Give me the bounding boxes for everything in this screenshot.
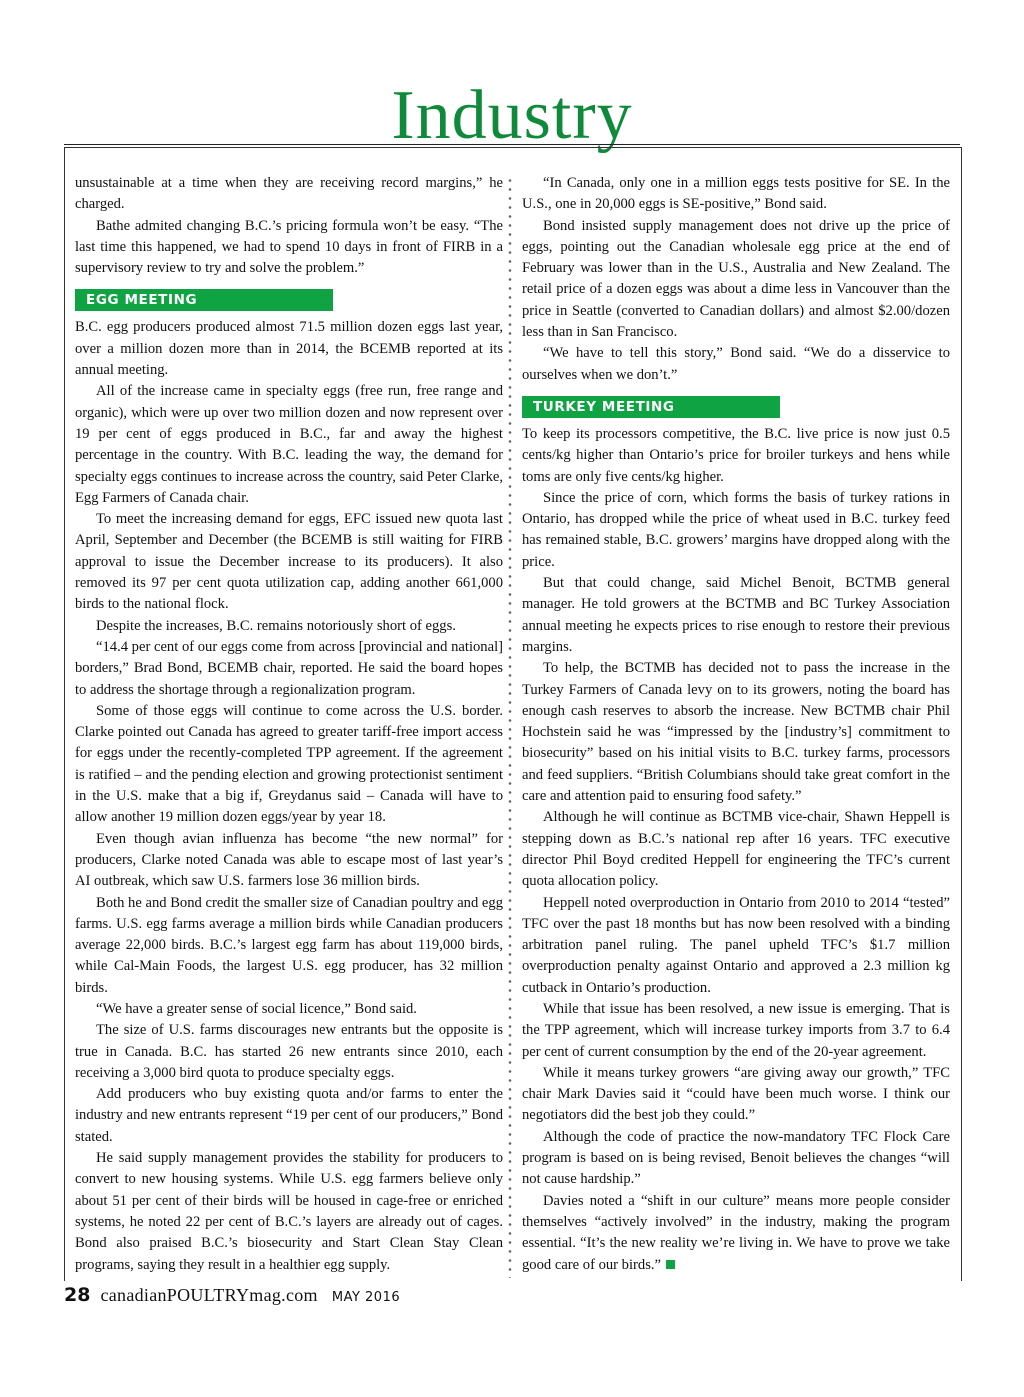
paragraph: Bathe admited changing B.C.’s pricing formula won’t be easy. “The last time this happened, we had to spend 10 days in front of FIRB in a supervisory review to try and solve the problem.” [75,217,503,277]
paragraph: The size of U.S. farms discourages new entrants but the opposite is true in Canada. B.C. has started 26 new entrants since 2010, each receiving a 3,000 bird quota to produce specialty eggs. [75,1022,503,1081]
paragraph: He said supply management provides the stability for producers to convert to new housing systems. While U.S. egg farmers believe only about 51 per cent of their birds will be housed in cage-free or enriched systems, he noted 22 per cent of B.C.’s layers are already out of cages. Bond also praised B.C.’s biosecurity and Start Clean Stay Clean programs, saying they result in a healthier egg supply. [75,1150,503,1273]
paragraph: “We have a greater sense of social licence,” Bond said. [96,1000,417,1017]
magazine-url: canadianPOULTRYmag.com [100,1285,318,1305]
paragraph: To keep its processors competitive, the B.C. live price is now just 0.5 cents/kg higher than Ontario’s price for broiler turkeys and hens while toms are only five cents/kg higher. [522,425,950,485]
section-title: Industry [391,77,633,154]
paragraph: While that issue has been resolved, a new issue is emerging. That is the TPP agreement, which will increase turkey imports from 3.7 to 6.4 per cent of current consumption by the end of the 20-year agreement. [522,1000,950,1060]
paragraph: But that could change, said Michel Benoit, BCTMB general manager. He told growers at the BCTMB and BC Turkey Association annual meeting he expects prices to rise enough to restore their previous margins. [522,575,950,655]
paragraph: unsustainable at a time when they are receiving record margins,” he charged. [75,175,503,213]
last-paragraph [522,1191,950,1276]
paragraph: Some of those eggs will continue to come across the U.S. border. Clarke pointed out Canada has agreed to greater tariff-free import access for eggs under the recently-completed TPP agreement. If the agreement is ratified – and the pending election and growing protectionist sentiment in the U.S. make that a big if, Greydanus said – Canada will have to allow another 19 million dozen eggs/year by year 18. [75,702,503,826]
paragraph: Despite the increases, B.C. remains notoriously short of eggs. [96,617,456,634]
subhead-egg-meeting: EGG MEETING [75,289,333,311]
page-number: 28 [64,1284,91,1306]
paragraph: While it means turkey growers “are giving away our growth,” TFC chair Mark Davies said it “could have been much worse. I think our negotiators did the best job they could.” [522,1064,950,1124]
paragraph: “In Canada, only one in a million eggs tests positive for SE. In the U.S., one in 20,000 eggs is SE-positive,” Bond said. [522,175,950,213]
paragraph: Although he will continue as BCTMB vice-chair, Shawn Heppell is stepping down as B.C.’s national rep after 16 years. TFC executive director Phil Boyd credited Heppell for engineering the TFC’s current quota allocation policy. [522,809,950,890]
paragraph-text: Davies noted a “shift in our culture” means more people consider themselves “actively involved” in the industry, making the program essential. “It’s the new reality we’re living in. We have to prove we take good care of our birds.” [522,1192,950,1273]
paragraph: Even though avian influenza has become “the new normal” for producers, Clarke noted Canada was able to escape most of last year’s AI outbreak, which saw U.S. farmers lose 36 million birds. [75,830,503,890]
subhead-turkey-meeting: TURKEY MEETING [522,396,780,418]
paragraph: “We have to tell this story,” Bond said. “We do a disservice to ourselves when we don’t.” [522,345,950,383]
paragraph: All of the increase came in specialty eggs (free run, free range and organic), which were up over two million dozen and now represent over 19 per cent of eggs produced in B.C., far and away the highest percentage in the country. With B.C. leading the way, the demand for specialty eggs continues to increase across the country, said Peter Clarke, Egg Farmers of Canada chair. [75,383,503,506]
paragraph: Add producers who buy existing quota and/or farms to enter the industry and new entrants represent “19 per cent of our producers,” Bond stated. [75,1086,503,1145]
right-column [522,173,950,1276]
paragraph: Although the code of practice the now-mandatory TFC Flock Care program is based on is being revised, Benoit believes the changes “will not cause hardship.” [522,1128,950,1188]
issue-date: MAY 2016 [331,1290,401,1305]
square-end-mark-icon [666,1260,675,1269]
paragraph: “14.4 per cent of our eggs come from across [provincial and national] borders,” Brad Bond, BCEMB chair, reported. He said the board hopes to address the shortage through a regionalization program. [75,638,503,698]
paragraph: B.C. egg producers produced almost 71.5 million dozen eggs last year, over a million dozen more than in 2014, the BCEMB reported at its annual meeting. [75,319,503,379]
paragraph: To help, the BCTMB has decided not to pass the increase in the Turkey Farmers of Canada levy on to its growers, noting the board has enough cash reserves to absorb the increase. New BCTMB chair Phil Hochstein said he was “impressed by the [industry’s] commitment to biosecurity” based on his initial visits to B.C. turkey farms, processors and feed suppliers. “British Columbians should take great comfort in the care and attention paid to ensuring food safety.” [522,660,950,805]
left-column [75,173,503,1276]
header-rule [64,144,960,145]
page-footer [64,1280,400,1310]
column-divider [507,176,513,1278]
paragraph: Heppell noted overproduction in Ontario from 2010 to 2014 “tested” TFC over the past 18 months but has now been resolved with a binding arbitration panel ruling. The panel upheld TFC’s $1.7 million overproduction penalty against Ontario and approved a 2.3 million kg cutback in Ontario’s production. [522,894,950,996]
paragraph: Bond insisted supply management does not drive up the price of eggs, pointing out the Canadian wholesale egg price at the end of February was lower than in the U.S., Australia and New Zealand. The retail price of a dozen eggs was about a dime less in Vancouver than the price in Seattle (converted to Canadian dollars) and almost $2.00/dozen less than in San Francisco. [522,217,950,341]
paragraph: Since the price of corn, which forms the basis of turkey rations in Ontario, has dropped while the price of wheat used in B.C. turkey feed has remained stable, B.C. growers’ margins have dropped along with the price. [522,489,950,570]
paragraph: To meet the increasing demand for eggs, EFC issued new quota last April, September and December (the BCEMB is still waiting for FIRB approval to issue the December increase to its producers). It also removed its 97 per cent quota utilization cap, adding another 661,000 birds to the national flock. [75,511,503,613]
paragraph: Both he and Bond credit the smaller size of Canadian poultry and egg farms. U.S. egg farms average a million birds while Canadian producers average 22,000 birds. B.C.’s largest egg farm has about 119,000 birds, while Cal-Main Foods, the largest U.S. egg producer, has 32 million birds. [75,894,503,996]
